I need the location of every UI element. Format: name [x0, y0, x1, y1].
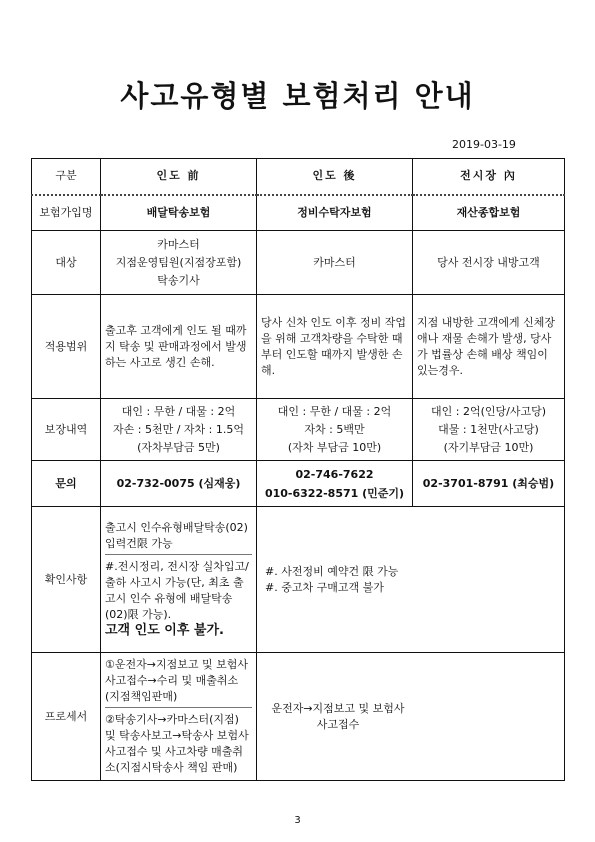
process-before [101, 653, 257, 781]
coverage-line: (자차 부담금 10만) [287, 440, 382, 454]
label-process: 프로세서 [32, 653, 101, 781]
target-line: 지점운영팀원(지점장포함) [115, 255, 242, 269]
contact-line: 02-746-7622 [295, 467, 374, 481]
scope-after: 당사 신차 인도 이후 정비 작업을 위해 고객차량을 수탁한 때부터 인도할 때까지 발생한 손해. [257, 295, 413, 399]
scope-row [32, 295, 565, 399]
header-before-delivery: 인도 前 [101, 159, 257, 195]
process-row [32, 653, 565, 781]
insurance-maintenance: 정비수탁자보험 [257, 195, 413, 231]
label-check: 확인사항 [32, 507, 101, 653]
scope-before: 출고후 고객에게 인도 될 때까지 탁송 및 판매과정에서 발생하는 사고로 생긴 손해. [101, 295, 257, 399]
coverage-line: 자차 : 5백만 [304, 422, 365, 436]
coverage-line: (자차부담금 5만) [137, 440, 220, 454]
label-coverage: 보장내역 [32, 399, 101, 461]
document-date: 2019-03-19 [452, 138, 516, 151]
process-after [257, 653, 565, 781]
check-line: #. 중고차 구매고객 불가 [265, 580, 384, 594]
process-line: 운전자→지점보고 및 보험사 [271, 701, 405, 715]
contact-showroom: 02-3701-8791 (최승범) [413, 461, 565, 507]
coverage-line: (자기부담금 10만) [443, 440, 534, 454]
insurance-table [31, 158, 565, 781]
insurance-row [32, 195, 565, 231]
header-row [32, 159, 565, 195]
label-scope: 적용범위 [32, 295, 101, 399]
coverage-after [257, 399, 413, 461]
insurance-delivery: 배달탁송보험 [101, 195, 257, 231]
label-target: 대상 [32, 231, 101, 295]
check-before [101, 507, 257, 653]
coverage-before [101, 399, 257, 461]
coverage-line: 대물 : 1천만(사고당) [438, 422, 539, 436]
check-note-a: 출고시 인수유형배달탁송(02) 입력건限 가능 [105, 520, 252, 555]
contact-before: 02-732-0075 (심재웅) [101, 461, 257, 507]
target-showroom: 당사 전시장 내방고객 [413, 231, 565, 295]
contact-after [257, 461, 413, 507]
page-number: 3 [294, 815, 301, 826]
process-step-1: ①운전자→지점보고 및 보험사 사고접수→수리 및 매출취소(지점책임판매) [105, 657, 252, 708]
coverage-showroom [413, 399, 565, 461]
label-insurance: 보험가입명 [32, 195, 101, 231]
label-category: 구분 [32, 159, 101, 195]
check-after [257, 507, 565, 653]
coverage-line: 대인 : 무한 / 대물 : 2억 [277, 404, 392, 418]
insurance-property: 재산종합보험 [413, 195, 565, 231]
target-line: 카마스터 [157, 237, 200, 251]
check-row [32, 507, 565, 653]
check-line: #. 사전정비 예약건 限 가능 [265, 564, 399, 578]
label-contact: 문의 [32, 461, 101, 507]
coverage-line: 대인 : 무한 / 대물 : 2억 [121, 404, 236, 418]
check-note-c: 고객 인도 이후 불가. [105, 623, 224, 638]
scope-showroom: 지점 내방한 고객에게 신체장애나 재물 손해가 발생, 당사가 법률상 손해 배상 책임이 있는경우. [413, 295, 565, 399]
coverage-line: 대인 : 2억(인당/사고당) [431, 404, 546, 418]
process-line: 사고접수 [316, 717, 360, 731]
coverage-row [32, 399, 565, 461]
contact-line: 010-6322-8571 (민준기) [264, 486, 405, 500]
target-after: 카마스터 [257, 231, 413, 295]
target-row [32, 231, 565, 295]
document-title: 사고유형별 보험처리 안내 [120, 79, 475, 113]
header-showroom: 전시장 內 [413, 159, 565, 195]
process-step-2: ②탁송기사→카마스터(지점) 및 탁송사보고→탁송사 보험사 사고접수 및 사고차량 매출취소(지점시탁송사 책임 판매) [105, 713, 249, 774]
target-before [101, 231, 257, 295]
header-after-delivery: 인도 後 [257, 159, 413, 195]
check-note-b: #.전시정리, 전시장 실차입고/출하 사고시 가능(단, 최초 출고시 인수 유형에 배달탁송(02)限 가능). [105, 560, 249, 621]
contact-row [32, 461, 565, 507]
target-line: 탁송기사 [157, 273, 200, 287]
coverage-line: 자손 : 5천만 / 자차 : 1.5억 [113, 422, 244, 436]
